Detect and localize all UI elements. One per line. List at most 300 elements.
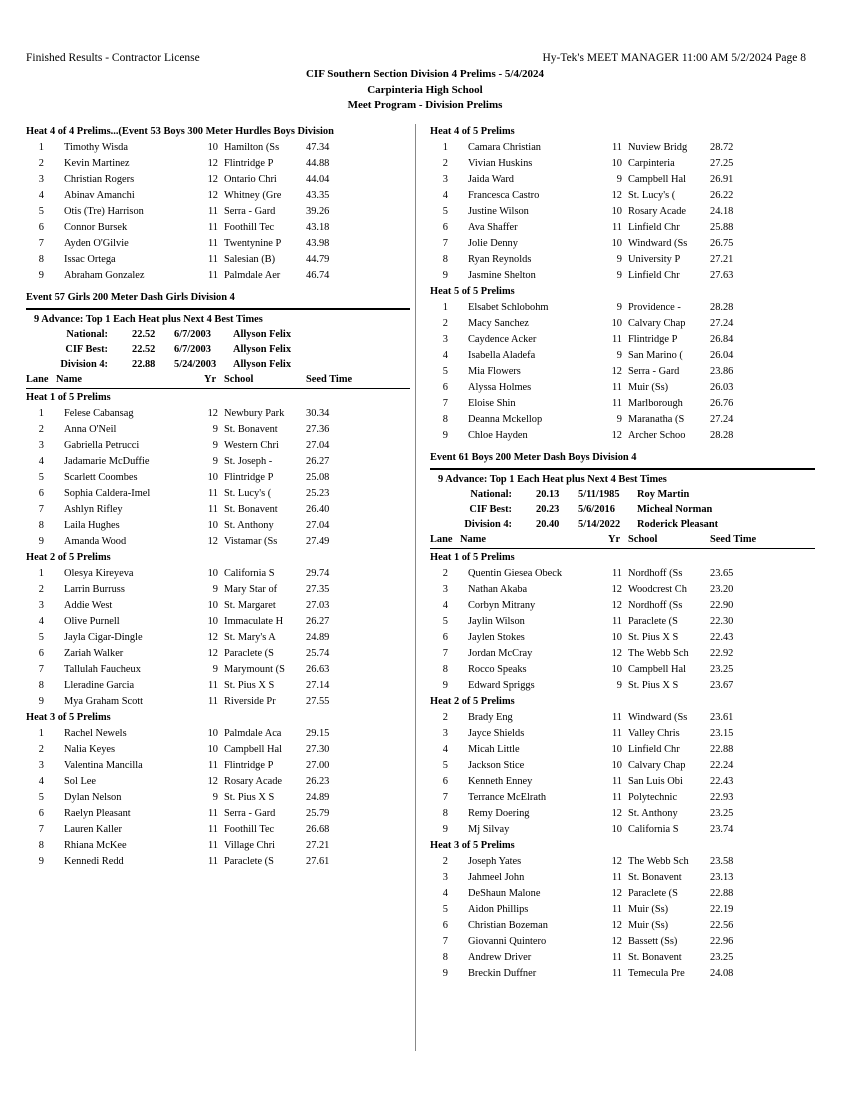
seed-time: 44.79 (306, 254, 330, 265)
athlete-year: 10 (611, 206, 622, 217)
athlete-name: Christian Rogers (64, 174, 135, 185)
result-row (430, 412, 815, 428)
athlete-name: Mj Silvay (468, 824, 510, 835)
record-date: 5/6/2016 (578, 504, 615, 515)
athlete-name: Olesya Kireyeva (64, 568, 134, 579)
result-row (26, 838, 410, 854)
lane-number: 7 (442, 398, 448, 409)
athlete-year: 12 (207, 190, 218, 201)
lane-number: 3 (442, 872, 448, 883)
school-name: Ontario Chri (224, 174, 277, 185)
athlete-name: Joseph Yates (468, 856, 522, 867)
result-row (430, 396, 815, 412)
seed-time: 27.24 (710, 318, 734, 329)
seed-time: 27.04 (306, 440, 330, 451)
seed-time: 27.14 (306, 680, 330, 691)
athlete-year: 11 (611, 872, 622, 883)
heat-header: Heat 1 of 5 Prelims (26, 392, 111, 403)
school-name: University P (628, 254, 681, 265)
lane-number: 6 (442, 776, 448, 787)
athlete-name: Micah Little (468, 744, 520, 755)
athlete-year: 11 (207, 696, 218, 707)
athlete-name: Quentin Giesea Obeck (468, 568, 563, 579)
heat-header: Heat 1 of 5 Prelims (430, 552, 515, 563)
lane-number: 5 (442, 366, 448, 377)
seed-time: 22.19 (710, 904, 734, 915)
lane-number: 3 (38, 174, 44, 185)
col-seed: Seed Time (306, 374, 353, 385)
school-name: The Webb Sch (628, 856, 689, 867)
athlete-name: Issac Ortega (64, 254, 116, 265)
seed-time: 26.91 (710, 174, 734, 185)
athlete-year: 11 (611, 222, 622, 233)
result-row (26, 470, 410, 486)
left-column (26, 124, 410, 870)
school-name: Salesian (B) (224, 254, 276, 265)
school-name: Twentynine P (224, 238, 282, 249)
seed-time: 24.89 (306, 632, 330, 643)
athlete-name: Abinav Amanchi (64, 190, 135, 201)
result-row (430, 966, 815, 982)
athlete-name: Kenneth Enney (468, 776, 533, 787)
lane-number: 9 (442, 430, 448, 441)
record-row (430, 502, 815, 517)
lane-number: 4 (442, 190, 448, 201)
record-time: 22.52 (132, 344, 156, 355)
lane-number: 8 (38, 680, 44, 691)
school-name: St. Bonavent (224, 504, 278, 515)
athlete-name: Remy Doering (468, 808, 530, 819)
athlete-name: Giovanni Quintero (468, 936, 547, 947)
seed-time: 28.72 (710, 142, 734, 153)
lane-number: 5 (38, 632, 44, 643)
school-name: St. Bonavent (224, 424, 278, 435)
lane-number: 8 (442, 664, 448, 675)
seed-time: 26.63 (306, 664, 330, 675)
seed-time: 23.25 (710, 808, 734, 819)
athlete-name: Laila Hughes (64, 520, 120, 531)
result-row (26, 268, 410, 284)
athlete-year: 11 (207, 222, 218, 233)
lane-number: 8 (442, 952, 448, 963)
record-holder: Allyson Felix (233, 359, 292, 370)
athlete-year: 9 (212, 664, 218, 675)
seed-time: 23.61 (710, 712, 734, 723)
record-holder: Allyson Felix (233, 344, 292, 355)
result-row (26, 854, 410, 870)
school-name: Archer Schoo (628, 430, 686, 441)
athlete-name: Jaida Ward (468, 174, 515, 185)
school-name: St. Anthony (224, 520, 274, 531)
athlete-year: 11 (207, 760, 218, 771)
athlete-year: 12 (611, 920, 622, 931)
athlete-year: 12 (207, 174, 218, 185)
seed-time: 23.86 (710, 366, 734, 377)
lane-number: 5 (442, 616, 448, 627)
athlete-year: 12 (611, 584, 622, 595)
athlete-name: Anna O'Neil (64, 424, 117, 435)
heat-header: Heat 5 of 5 Prelims (430, 286, 515, 297)
school-name: Paraclete (S (628, 888, 678, 899)
column-headers (430, 532, 815, 549)
lane-number: 9 (38, 536, 44, 547)
athlete-year: 12 (611, 366, 622, 377)
athlete-name: Mya Graham Scott (64, 696, 144, 707)
lane-number: 2 (38, 744, 44, 755)
lane-number: 6 (442, 222, 448, 233)
lane-number: 6 (442, 920, 448, 931)
result-row (430, 300, 815, 316)
seed-time: 27.63 (710, 270, 734, 281)
seed-time: 22.93 (710, 792, 734, 803)
result-row (430, 822, 815, 838)
col-yr: Yr (608, 534, 621, 545)
athlete-name: Brady Eng (468, 712, 513, 723)
result-row (26, 454, 410, 470)
athlete-name: Francesca Castro (468, 190, 540, 201)
lane-number: 8 (442, 414, 448, 425)
seed-time: 44.88 (306, 158, 330, 169)
athlete-year: 11 (611, 334, 622, 345)
result-row (26, 822, 410, 838)
result-row (430, 348, 815, 364)
lane-number: 9 (442, 824, 448, 835)
school-name: Windward (Ss (628, 712, 688, 723)
athlete-name: Jadamarie McDuffie (64, 456, 150, 467)
athlete-name: Otis (Tre) Harrison (64, 206, 144, 217)
athlete-name: Isabella Aladefa (468, 350, 536, 361)
athlete-name: Ashlyn Rifley (64, 504, 123, 515)
seed-time: 30.34 (306, 408, 330, 419)
lane-number: 8 (442, 254, 448, 265)
result-row (26, 236, 410, 252)
lane-number: 4 (442, 888, 448, 899)
seed-time: 23.74 (710, 824, 734, 835)
school-name: Valley Chris (628, 728, 680, 739)
athlete-name: Nalia Keyes (64, 744, 116, 755)
athlete-name: Vivian Huskins (468, 158, 533, 169)
athlete-year: 9 (212, 440, 218, 451)
lane-number: 5 (38, 792, 44, 803)
result-row (26, 438, 410, 454)
school-name: Riverside Pr (224, 696, 276, 707)
record-label: Division 4: (464, 519, 512, 530)
col-school: School (628, 534, 658, 545)
athlete-name: Macy Sanchez (468, 318, 529, 329)
seed-time: 27.30 (306, 744, 330, 755)
athlete-year: 11 (207, 840, 218, 851)
lane-number: 5 (442, 206, 448, 217)
result-row (26, 790, 410, 806)
school-name: St. Mary's A (224, 632, 276, 643)
result-row (26, 534, 410, 550)
school-name: Campbell Hal (224, 744, 283, 755)
seed-time: 26.04 (710, 350, 734, 361)
event-title: Event 57 Girls 200 Meter Dash Girls Division 4 (26, 292, 235, 303)
athlete-name: Ryan Reynolds (468, 254, 532, 265)
result-row (430, 316, 815, 332)
result-row (26, 646, 410, 662)
athlete-name: Justine Wilson (468, 206, 529, 217)
result-row (26, 406, 410, 422)
school-name: Woodcrest Ch (628, 584, 687, 595)
result-row (430, 268, 815, 284)
col-name: Name (56, 374, 82, 385)
result-row (430, 582, 815, 598)
result-row (26, 582, 410, 598)
athlete-name: Sol Lee (64, 776, 97, 787)
result-row (430, 428, 815, 444)
athlete-year: 10 (611, 664, 622, 675)
record-time: 20.13 (536, 489, 560, 500)
athlete-name: Jackson Stice (468, 760, 525, 771)
seed-time: 23.67 (710, 680, 734, 691)
result-row (26, 614, 410, 630)
school-name: St. Lucy's ( (224, 488, 272, 499)
athlete-name: Valentina Mancilla (64, 760, 143, 771)
school-name: Paraclete (S (224, 648, 274, 659)
record-label: National: (470, 489, 512, 500)
school-name: Palmdale Aca (224, 728, 282, 739)
athlete-year: 9 (616, 302, 622, 313)
result-row (430, 156, 815, 172)
seed-time: 26.84 (710, 334, 734, 345)
result-row (26, 220, 410, 236)
seed-time: 24.18 (710, 206, 734, 217)
record-date: 6/7/2003 (174, 329, 211, 340)
athlete-year: 12 (611, 808, 622, 819)
school-name: Nuview Bridg (628, 142, 688, 153)
lane-number: 4 (38, 616, 44, 627)
result-row (430, 854, 815, 870)
seed-time: 27.00 (306, 760, 330, 771)
lane-number: 1 (38, 568, 44, 579)
athlete-name: Corbyn Mitrany (468, 600, 536, 611)
lane-number: 7 (38, 824, 44, 835)
lane-number: 7 (442, 792, 448, 803)
school-name: St. Pius X S (224, 680, 275, 691)
athlete-year: 12 (207, 158, 218, 169)
athlete-name: Jayce Shields (468, 728, 525, 739)
athlete-year: 9 (212, 584, 218, 595)
school-name: Linfield Chr (628, 744, 680, 755)
lane-number: 4 (442, 744, 448, 755)
lane-number: 3 (442, 174, 448, 185)
school-name: Campbell Hal (628, 664, 687, 675)
event-rule (430, 468, 815, 470)
seed-time: 23.65 (710, 568, 734, 579)
seed-time: 46.74 (306, 270, 330, 281)
result-row (430, 364, 815, 380)
result-row (430, 566, 815, 582)
athlete-year: 11 (611, 142, 622, 153)
result-row (430, 614, 815, 630)
result-row (430, 598, 815, 614)
athlete-name: Kevin Martinez (64, 158, 130, 169)
school-name: Newbury Park (224, 408, 285, 419)
seed-time: 44.04 (306, 174, 330, 185)
advance-rule: 9 Advance: Top 1 Each Heat plus Next 4 Best Times (34, 314, 263, 325)
school-name: Muir (Ss) (628, 904, 669, 915)
lane-number: 2 (442, 158, 448, 169)
athlete-name: Jayla Cigar-Dingle (64, 632, 143, 643)
meet-title: CIF Southern Section Division 4 Prelims - 5/4/2024 (305, 68, 545, 80)
school-name: Campbell Hal (628, 174, 687, 185)
athlete-name: Lauren Kaller (64, 824, 122, 835)
record-label: CIF Best: (65, 344, 108, 355)
record-date: 5/14/2022 (578, 519, 621, 530)
athlete-year: 10 (207, 744, 218, 755)
seed-time: 26.75 (710, 238, 734, 249)
athlete-name: Scarlett Coombes (64, 472, 138, 483)
athlete-name: Jaylen Stokes (468, 632, 525, 643)
athlete-name: Zariah Walker (64, 648, 124, 659)
seed-time: 23.13 (710, 872, 734, 883)
lane-number: 6 (38, 222, 44, 233)
record-time: 20.23 (536, 504, 560, 515)
seed-time: 22.92 (710, 648, 734, 659)
athlete-year: 11 (611, 712, 622, 723)
seed-time: 22.88 (710, 888, 734, 899)
seed-time: 26.22 (710, 190, 734, 201)
seed-time: 26.03 (710, 382, 734, 393)
lane-number: 2 (442, 318, 448, 329)
record-date: 6/7/2003 (174, 344, 211, 355)
athlete-year: 11 (207, 808, 218, 819)
record-time: 22.52 (132, 329, 156, 340)
lane-number: 3 (38, 440, 44, 451)
seed-time: 25.88 (710, 222, 734, 233)
result-row (430, 774, 815, 790)
school-name: Foothill Tec (224, 824, 275, 835)
lane-number: 1 (442, 142, 448, 153)
result-row (430, 380, 815, 396)
athlete-year: 10 (207, 520, 218, 531)
lane-number: 2 (442, 712, 448, 723)
seed-time: 27.04 (306, 520, 330, 531)
school-name: Linfield Chr (628, 270, 680, 281)
school-name: Carpinteria (628, 158, 675, 169)
school-name: St. Pius X S (224, 792, 275, 803)
athlete-year: 11 (207, 254, 218, 265)
event-title: Event 61 Boys 200 Meter Dash Boys Division 4 (430, 452, 637, 463)
lane-number: 2 (442, 856, 448, 867)
result-row (430, 678, 815, 694)
seed-time: 22.90 (710, 600, 734, 611)
athlete-name: Jasmine Shelton (468, 270, 536, 281)
seed-time: 24.08 (710, 968, 734, 979)
school-name: San Luis Obi (628, 776, 683, 787)
lane-number: 2 (38, 424, 44, 435)
school-name: Providence - (628, 302, 681, 313)
school-name: Serra - Gard (224, 808, 276, 819)
athlete-year: 12 (207, 648, 218, 659)
athlete-name: Elsabet Schlobohm (468, 302, 549, 313)
lane-number: 8 (38, 840, 44, 851)
school-name: Flintridge P (224, 158, 274, 169)
seed-time: 26.27 (306, 616, 330, 627)
lane-number: 8 (442, 808, 448, 819)
athlete-name: Rhiana McKee (64, 840, 127, 851)
athlete-name: Olive Purnell (64, 616, 120, 627)
result-row (430, 236, 815, 252)
athlete-year: 11 (611, 952, 622, 963)
seed-time: 26.23 (306, 776, 330, 787)
result-row (26, 726, 410, 742)
seed-time: 26.68 (306, 824, 330, 835)
lane-number: 2 (38, 584, 44, 595)
seed-time: 26.27 (306, 456, 330, 467)
athlete-year: 10 (207, 142, 218, 153)
seed-time: 22.96 (710, 936, 734, 947)
record-date: 5/24/2003 (174, 359, 217, 370)
athlete-year: 11 (611, 382, 622, 393)
record-row (430, 487, 815, 502)
athlete-year: 11 (207, 856, 218, 867)
result-row (26, 486, 410, 502)
seed-time: 28.28 (710, 302, 734, 313)
result-row (26, 204, 410, 220)
result-row (430, 886, 815, 902)
lane-number: 7 (38, 664, 44, 675)
school-name: Nordhoff (Ss (628, 568, 683, 579)
athlete-name: Terrance McElrath (468, 792, 547, 803)
lane-number: 5 (442, 904, 448, 915)
heat-header: Heat 4 of 4 Prelims...(Event 53 Boys 300 Meter Hurdles Boys Division (26, 126, 334, 137)
athlete-year: 9 (212, 792, 218, 803)
lane-number: 7 (38, 238, 44, 249)
right-column (430, 124, 815, 982)
seed-time: 39.26 (306, 206, 330, 217)
software-page-info: Hy-Tek's MEET MANAGER 11:00 AM 5/2/2024 Page 8 (542, 52, 806, 64)
result-row (430, 758, 815, 774)
athlete-name: DeShaun Malone (468, 888, 541, 899)
seed-time: 27.03 (306, 600, 330, 611)
lane-number: 5 (38, 206, 44, 217)
lane-number: 5 (442, 760, 448, 771)
col-lane: Lane (26, 374, 49, 385)
athlete-year: 10 (207, 568, 218, 579)
seed-time: 27.25 (710, 158, 734, 169)
result-row (26, 678, 410, 694)
school-name: St. Lucy's ( (628, 190, 676, 201)
seed-time: 22.43 (710, 776, 734, 787)
lane-number: 9 (38, 270, 44, 281)
seed-time: 22.43 (710, 632, 734, 643)
school-name: Marymount (S (224, 664, 285, 675)
athlete-name: Mia Flowers (468, 366, 521, 377)
result-row (430, 220, 815, 236)
school-name: Calvary Chap (628, 760, 686, 771)
lane-number: 4 (442, 350, 448, 361)
heat-header: Heat 3 of 5 Prelims (430, 840, 515, 851)
athlete-name: Gabriella Petrucci (64, 440, 140, 451)
athlete-year: 12 (611, 648, 622, 659)
seed-time: 26.40 (306, 504, 330, 515)
seed-time: 47.34 (306, 142, 330, 153)
athlete-year: 10 (611, 744, 622, 755)
school-name: Paraclete (S (224, 856, 274, 867)
record-row (26, 357, 410, 372)
athlete-name: Jahmeel John (468, 872, 525, 883)
col-yr: Yr (204, 374, 217, 385)
athlete-year: 12 (207, 408, 218, 419)
lane-number: 6 (442, 632, 448, 643)
athlete-year: 12 (611, 190, 622, 201)
lane-number: 3 (38, 600, 44, 611)
seed-time: 43.18 (306, 222, 330, 233)
athlete-year: 11 (207, 270, 218, 281)
